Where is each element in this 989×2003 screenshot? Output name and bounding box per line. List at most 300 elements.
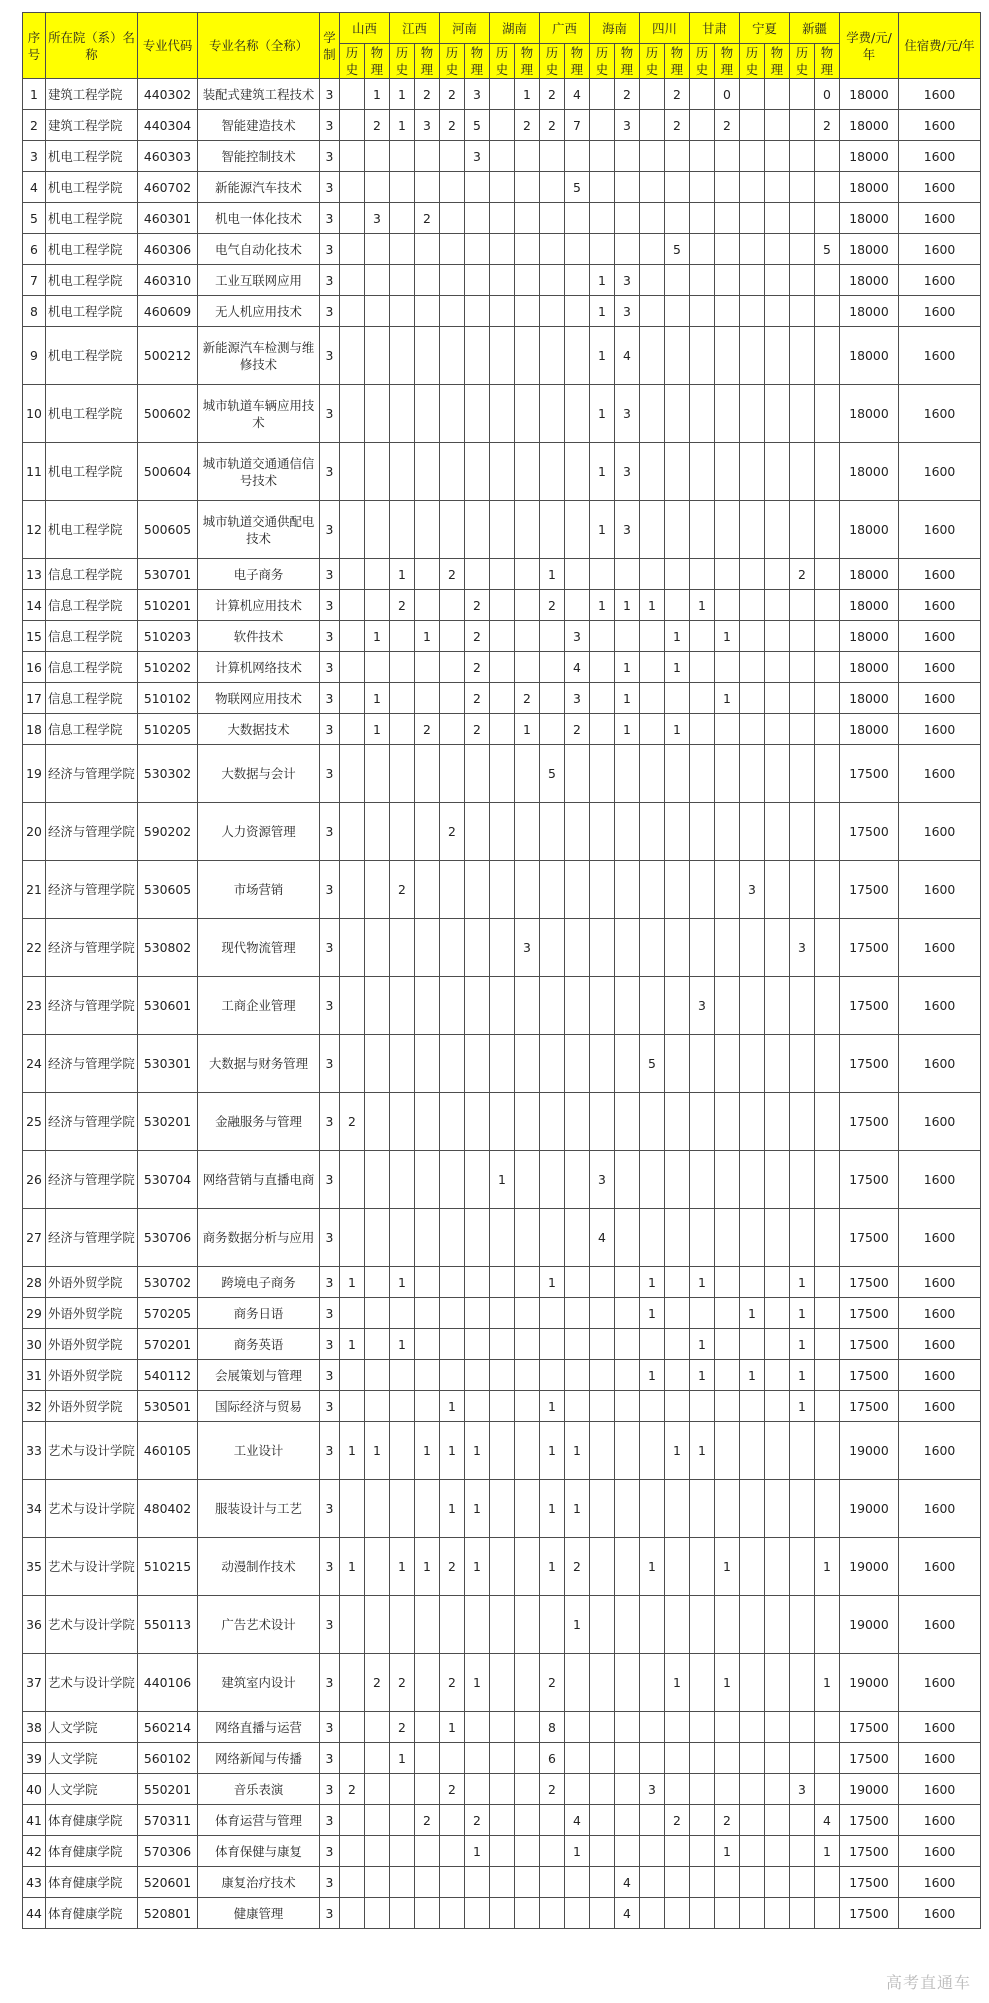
- cell-quota: [740, 745, 765, 803]
- cell-quota: [765, 1267, 790, 1298]
- cell-quota: [340, 977, 365, 1035]
- table-body: [23, 79, 981, 1929]
- cell-quota: [415, 1267, 440, 1298]
- cell-seq: 44: [23, 1898, 46, 1929]
- cell-quota: [565, 590, 590, 621]
- cell-quota: 1: [390, 559, 415, 590]
- cell-quota: [790, 443, 815, 501]
- cell-quota: [490, 714, 515, 745]
- cell-quota: [365, 803, 390, 861]
- cell-quota: 2: [665, 1805, 690, 1836]
- cell-quota: [540, 234, 565, 265]
- cell-quota: 1: [390, 1329, 415, 1360]
- cell-quota: [565, 1360, 590, 1391]
- table-row: [23, 683, 981, 714]
- cell-quota: 2: [515, 110, 540, 141]
- cell-quota: [690, 234, 715, 265]
- cell-quota: 2: [465, 1805, 490, 1836]
- cell-quota: 1: [640, 590, 665, 621]
- cell-quota: [340, 385, 365, 443]
- cell-tuition: 17500: [840, 1151, 899, 1209]
- cell-quota: [490, 1743, 515, 1774]
- cell-quota: [615, 1422, 640, 1480]
- cell-quota: 4: [615, 1898, 640, 1929]
- cell-quota: [690, 683, 715, 714]
- cell-quota: [440, 1867, 465, 1898]
- cell-quota: [540, 1151, 565, 1209]
- cell-quota: [765, 296, 790, 327]
- cell-major: 动漫制作技术: [198, 1538, 320, 1596]
- cell-quota: [390, 1836, 415, 1867]
- cell-quota: [815, 443, 840, 501]
- table-row: [23, 1360, 981, 1391]
- cell-quota: [490, 1093, 515, 1151]
- cell-quota: [390, 1774, 415, 1805]
- cell-quota: [590, 1743, 615, 1774]
- cell-quota: [415, 861, 440, 919]
- cell-years: 3: [320, 1480, 340, 1538]
- cell-quota: 4: [590, 1209, 615, 1267]
- cell-quota: [515, 172, 540, 203]
- cell-seq: 25: [23, 1093, 46, 1151]
- cell-major: 网络新闻与传播: [198, 1743, 320, 1774]
- cell-quota: 2: [415, 1805, 440, 1836]
- cell-tuition: 18000: [840, 559, 899, 590]
- cell-quota: 1: [715, 683, 740, 714]
- cell-quota: [365, 265, 390, 296]
- cell-quota: [740, 559, 765, 590]
- cell-quota: 5: [465, 110, 490, 141]
- table-row: [23, 327, 981, 385]
- cell-quota: [615, 745, 640, 803]
- cell-code: 520601: [138, 1867, 198, 1898]
- table-row: [23, 919, 981, 977]
- cell-quota: 3: [690, 977, 715, 1035]
- cell-quota: [740, 172, 765, 203]
- cell-quota: [365, 1151, 390, 1209]
- cell-quota: [390, 1209, 415, 1267]
- cell-quota: [565, 977, 590, 1035]
- cell-quota: [490, 1035, 515, 1093]
- cell-college: 机电工程学院: [46, 203, 138, 234]
- cell-quota: [515, 296, 540, 327]
- cell-quota: [740, 590, 765, 621]
- cell-quota: [665, 1538, 690, 1596]
- cell-seq: 33: [23, 1422, 46, 1480]
- cell-quota: [740, 1391, 765, 1422]
- cell-lodging: 1600: [899, 110, 981, 141]
- cell-quota: [390, 203, 415, 234]
- cell-quota: [390, 1596, 415, 1654]
- cell-quota: 4: [565, 1805, 590, 1836]
- cell-quota: [615, 1151, 640, 1209]
- cell-quota: [340, 621, 365, 652]
- cell-quota: [490, 327, 515, 385]
- cell-quota: [365, 1538, 390, 1596]
- cell-quota: [565, 385, 590, 443]
- cell-quota: [615, 1538, 640, 1596]
- cell-quota: [740, 1209, 765, 1267]
- cell-years: 3: [320, 1360, 340, 1391]
- cell-quota: [365, 1329, 390, 1360]
- cell-quota: [440, 1805, 465, 1836]
- cell-quota: [715, 501, 740, 559]
- cell-quota: [715, 234, 740, 265]
- cell-quota: [665, 745, 690, 803]
- cell-college: 经济与管理学院: [46, 977, 138, 1035]
- cell-seq: 17: [23, 683, 46, 714]
- header-sub-physics: 物理: [515, 44, 540, 79]
- cell-years: 3: [320, 1298, 340, 1329]
- cell-quota: [390, 1151, 415, 1209]
- cell-quota: [790, 1596, 815, 1654]
- cell-quota: 4: [565, 652, 590, 683]
- cell-lodging: 1600: [899, 501, 981, 559]
- cell-seq: 19: [23, 745, 46, 803]
- cell-quota: [790, 1422, 815, 1480]
- cell-quota: [640, 652, 665, 683]
- table-row: [23, 1867, 981, 1898]
- cell-years: 3: [320, 1805, 340, 1836]
- cell-quota: [515, 501, 540, 559]
- cell-quota: [590, 559, 615, 590]
- cell-quota: [590, 203, 615, 234]
- cell-quota: [540, 1329, 565, 1360]
- cell-quota: [390, 172, 415, 203]
- cell-quota: [465, 559, 490, 590]
- cell-seq: 40: [23, 1774, 46, 1805]
- header-province-hainan: 海南: [590, 13, 640, 44]
- cell-quota: 3: [565, 683, 590, 714]
- table-row: [23, 1654, 981, 1712]
- cell-quota: [465, 1093, 490, 1151]
- cell-quota: [740, 1538, 765, 1596]
- cell-seq: 31: [23, 1360, 46, 1391]
- cell-lodging: 1600: [899, 1654, 981, 1712]
- cell-quota: [390, 443, 415, 501]
- cell-quota: 1: [515, 714, 540, 745]
- cell-code: 510205: [138, 714, 198, 745]
- cell-lodging: 1600: [899, 1209, 981, 1267]
- cell-code: 530301: [138, 1035, 198, 1093]
- cell-tuition: 18000: [840, 385, 899, 443]
- cell-quota: [540, 296, 565, 327]
- cell-code: 530802: [138, 919, 198, 977]
- cell-quota: [415, 919, 440, 977]
- cell-quota: [440, 234, 465, 265]
- cell-quota: [490, 1712, 515, 1743]
- cell-major: 商务数据分析与应用: [198, 1209, 320, 1267]
- cell-quota: [590, 234, 615, 265]
- cell-quota: [590, 110, 615, 141]
- cell-seq: 4: [23, 172, 46, 203]
- cell-quota: [440, 265, 465, 296]
- cell-quota: [590, 652, 615, 683]
- cell-quota: [640, 861, 665, 919]
- cell-quota: 1: [440, 1422, 465, 1480]
- cell-code: 530701: [138, 559, 198, 590]
- table-row: [23, 590, 981, 621]
- cell-quota: [540, 683, 565, 714]
- cell-quota: [690, 110, 715, 141]
- cell-quota: [790, 1898, 815, 1929]
- cell-seq: 9: [23, 327, 46, 385]
- cell-tuition: 18000: [840, 296, 899, 327]
- cell-quota: [490, 1422, 515, 1480]
- cell-tuition: 17500: [840, 977, 899, 1035]
- cell-quota: [740, 977, 765, 1035]
- cell-quota: [815, 1298, 840, 1329]
- cell-quota: [415, 1712, 440, 1743]
- cell-tuition: 17500: [840, 1805, 899, 1836]
- cell-lodging: 1600: [899, 590, 981, 621]
- cell-years: 3: [320, 1596, 340, 1654]
- cell-quota: 2: [565, 714, 590, 745]
- cell-quota: [690, 1836, 715, 1867]
- cell-quota: [615, 1093, 640, 1151]
- cell-quota: [465, 745, 490, 803]
- cell-quota: [765, 1093, 790, 1151]
- cell-quota: [790, 683, 815, 714]
- cell-lodging: 1600: [899, 977, 981, 1035]
- cell-quota: [665, 1836, 690, 1867]
- cell-years: 3: [320, 79, 340, 110]
- cell-seq: 28: [23, 1267, 46, 1298]
- cell-college: 艺术与设计学院: [46, 1538, 138, 1596]
- cell-quota: [640, 683, 665, 714]
- cell-quota: [515, 861, 540, 919]
- cell-college: 体育健康学院: [46, 1867, 138, 1898]
- cell-code: 510215: [138, 1538, 198, 1596]
- cell-quota: [515, 652, 540, 683]
- cell-quota: 3: [615, 110, 640, 141]
- cell-code: 460303: [138, 141, 198, 172]
- cell-years: 3: [320, 559, 340, 590]
- cell-quota: 2: [665, 110, 690, 141]
- cell-quota: [765, 559, 790, 590]
- cell-quota: [615, 141, 640, 172]
- cell-quota: [465, 1712, 490, 1743]
- cell-major: 城市轨道交通通信信号技术: [198, 443, 320, 501]
- cell-quota: 1: [740, 1298, 765, 1329]
- cell-seq: 39: [23, 1743, 46, 1774]
- cell-quota: [515, 1267, 540, 1298]
- cell-quota: [565, 861, 590, 919]
- cell-quota: [340, 919, 365, 977]
- cell-quota: [765, 1209, 790, 1267]
- cell-quota: 4: [565, 79, 590, 110]
- table-row: [23, 803, 981, 861]
- cell-quota: [740, 683, 765, 714]
- cell-quota: [740, 1712, 765, 1743]
- cell-quota: 1: [665, 1422, 690, 1480]
- cell-quota: [740, 1898, 765, 1929]
- cell-seq: 36: [23, 1596, 46, 1654]
- cell-quota: [615, 1360, 640, 1391]
- cell-quota: [390, 501, 415, 559]
- cell-quota: [740, 714, 765, 745]
- cell-quota: 1: [365, 79, 390, 110]
- cell-quota: [640, 265, 665, 296]
- cell-quota: [515, 1805, 540, 1836]
- cell-quota: [665, 1298, 690, 1329]
- cell-quota: [765, 652, 790, 683]
- cell-quota: [365, 443, 390, 501]
- cell-quota: 1: [540, 1480, 565, 1538]
- cell-quota: [765, 1898, 790, 1929]
- table-row: [23, 1538, 981, 1596]
- cell-quota: [465, 501, 490, 559]
- cell-quota: [815, 861, 840, 919]
- cell-years: 3: [320, 141, 340, 172]
- cell-quota: [715, 1360, 740, 1391]
- cell-quota: 1: [665, 652, 690, 683]
- cell-quota: [540, 919, 565, 977]
- cell-code: 500602: [138, 385, 198, 443]
- cell-major: 商务英语: [198, 1329, 320, 1360]
- cell-quota: [540, 1035, 565, 1093]
- cell-quota: [565, 141, 590, 172]
- cell-college: 体育健康学院: [46, 1805, 138, 1836]
- cell-quota: [440, 172, 465, 203]
- cell-quota: [640, 1596, 665, 1654]
- cell-quota: [715, 977, 740, 1035]
- cell-college: 外语外贸学院: [46, 1360, 138, 1391]
- cell-code: 460301: [138, 203, 198, 234]
- cell-quota: [690, 172, 715, 203]
- cell-quota: [665, 296, 690, 327]
- cell-quota: [515, 1836, 540, 1867]
- cell-quota: [740, 1654, 765, 1712]
- cell-quota: [390, 919, 415, 977]
- cell-lodging: 1600: [899, 1743, 981, 1774]
- cell-quota: [615, 1712, 640, 1743]
- cell-seq: 5: [23, 203, 46, 234]
- cell-quota: [415, 1743, 440, 1774]
- cell-quota: [565, 1151, 590, 1209]
- cell-seq: 11: [23, 443, 46, 501]
- cell-seq: 16: [23, 652, 46, 683]
- cell-major: 城市轨道交通供配电技术: [198, 501, 320, 559]
- cell-quota: 1: [640, 1538, 665, 1596]
- cell-quota: [540, 1805, 565, 1836]
- cell-quota: [815, 714, 840, 745]
- cell-seq: 30: [23, 1329, 46, 1360]
- cell-quota: 5: [565, 172, 590, 203]
- cell-major: 人力资源管理: [198, 803, 320, 861]
- cell-quota: [715, 1480, 740, 1538]
- cell-quota: [565, 919, 590, 977]
- cell-years: 3: [320, 803, 340, 861]
- cell-quota: [715, 1898, 740, 1929]
- cell-quota: [490, 1867, 515, 1898]
- cell-years: 3: [320, 1329, 340, 1360]
- cell-quota: 1: [690, 1360, 715, 1391]
- cell-years: 3: [320, 234, 340, 265]
- cell-quota: [615, 1836, 640, 1867]
- cell-seq: 43: [23, 1867, 46, 1898]
- cell-quota: [515, 1654, 540, 1712]
- cell-quota: 5: [640, 1035, 665, 1093]
- cell-major: 建筑室内设计: [198, 1654, 320, 1712]
- cell-quota: [390, 265, 415, 296]
- cell-quota: [665, 1209, 690, 1267]
- cell-college: 机电工程学院: [46, 443, 138, 501]
- cell-quota: [440, 1151, 465, 1209]
- cell-quota: [340, 803, 365, 861]
- cell-quota: 1: [340, 1329, 365, 1360]
- cell-seq: 6: [23, 234, 46, 265]
- cell-quota: [715, 385, 740, 443]
- cell-quota: [690, 265, 715, 296]
- cell-lodging: 1600: [899, 1898, 981, 1929]
- table-row: [23, 1898, 981, 1929]
- cell-quota: [590, 621, 615, 652]
- cell-quota: [340, 1805, 365, 1836]
- cell-quota: 1: [640, 1267, 665, 1298]
- cell-quota: [815, 559, 840, 590]
- cell-seq: 3: [23, 141, 46, 172]
- cell-tuition: 18000: [840, 203, 899, 234]
- cell-quota: [715, 745, 740, 803]
- cell-quota: [415, 172, 440, 203]
- cell-quota: [640, 443, 665, 501]
- cell-quota: [690, 745, 715, 803]
- cell-quota: [440, 1836, 465, 1867]
- cell-quota: [815, 652, 840, 683]
- cell-quota: [365, 1391, 390, 1422]
- cell-quota: [790, 1093, 815, 1151]
- cell-quota: 1: [740, 1360, 765, 1391]
- cell-quota: [490, 745, 515, 803]
- cell-quota: 1: [690, 1422, 715, 1480]
- cell-code: 530201: [138, 1093, 198, 1151]
- cell-quota: 2: [440, 559, 465, 590]
- cell-quota: [490, 1836, 515, 1867]
- cell-lodging: 1600: [899, 714, 981, 745]
- cell-years: 3: [320, 1035, 340, 1093]
- cell-quota: [765, 861, 790, 919]
- cell-quota: [640, 327, 665, 385]
- cell-quota: [690, 1538, 715, 1596]
- cell-quota: [765, 110, 790, 141]
- cell-quota: [465, 1596, 490, 1654]
- cell-quota: [740, 1422, 765, 1480]
- cell-quota: [740, 1596, 765, 1654]
- cell-major: 电气自动化技术: [198, 234, 320, 265]
- cell-quota: [740, 1805, 765, 1836]
- cell-quota: 1: [390, 1538, 415, 1596]
- cell-quota: [790, 977, 815, 1035]
- cell-quota: [615, 1035, 640, 1093]
- cell-years: 3: [320, 110, 340, 141]
- cell-quota: [790, 621, 815, 652]
- header-code: 专业代码: [138, 13, 198, 79]
- cell-quota: [540, 501, 565, 559]
- cell-quota: [340, 1867, 365, 1898]
- cell-quota: 3: [615, 385, 640, 443]
- cell-quota: [715, 1151, 740, 1209]
- cell-quota: [515, 977, 540, 1035]
- cell-quota: [365, 172, 390, 203]
- cell-college: 机电工程学院: [46, 234, 138, 265]
- cell-quota: [415, 803, 440, 861]
- cell-code: 440106: [138, 1654, 198, 1712]
- table-row: [23, 1329, 981, 1360]
- cell-quota: 1: [815, 1538, 840, 1596]
- cell-major: 服装设计与工艺: [198, 1480, 320, 1538]
- cell-tuition: 19000: [840, 1596, 899, 1654]
